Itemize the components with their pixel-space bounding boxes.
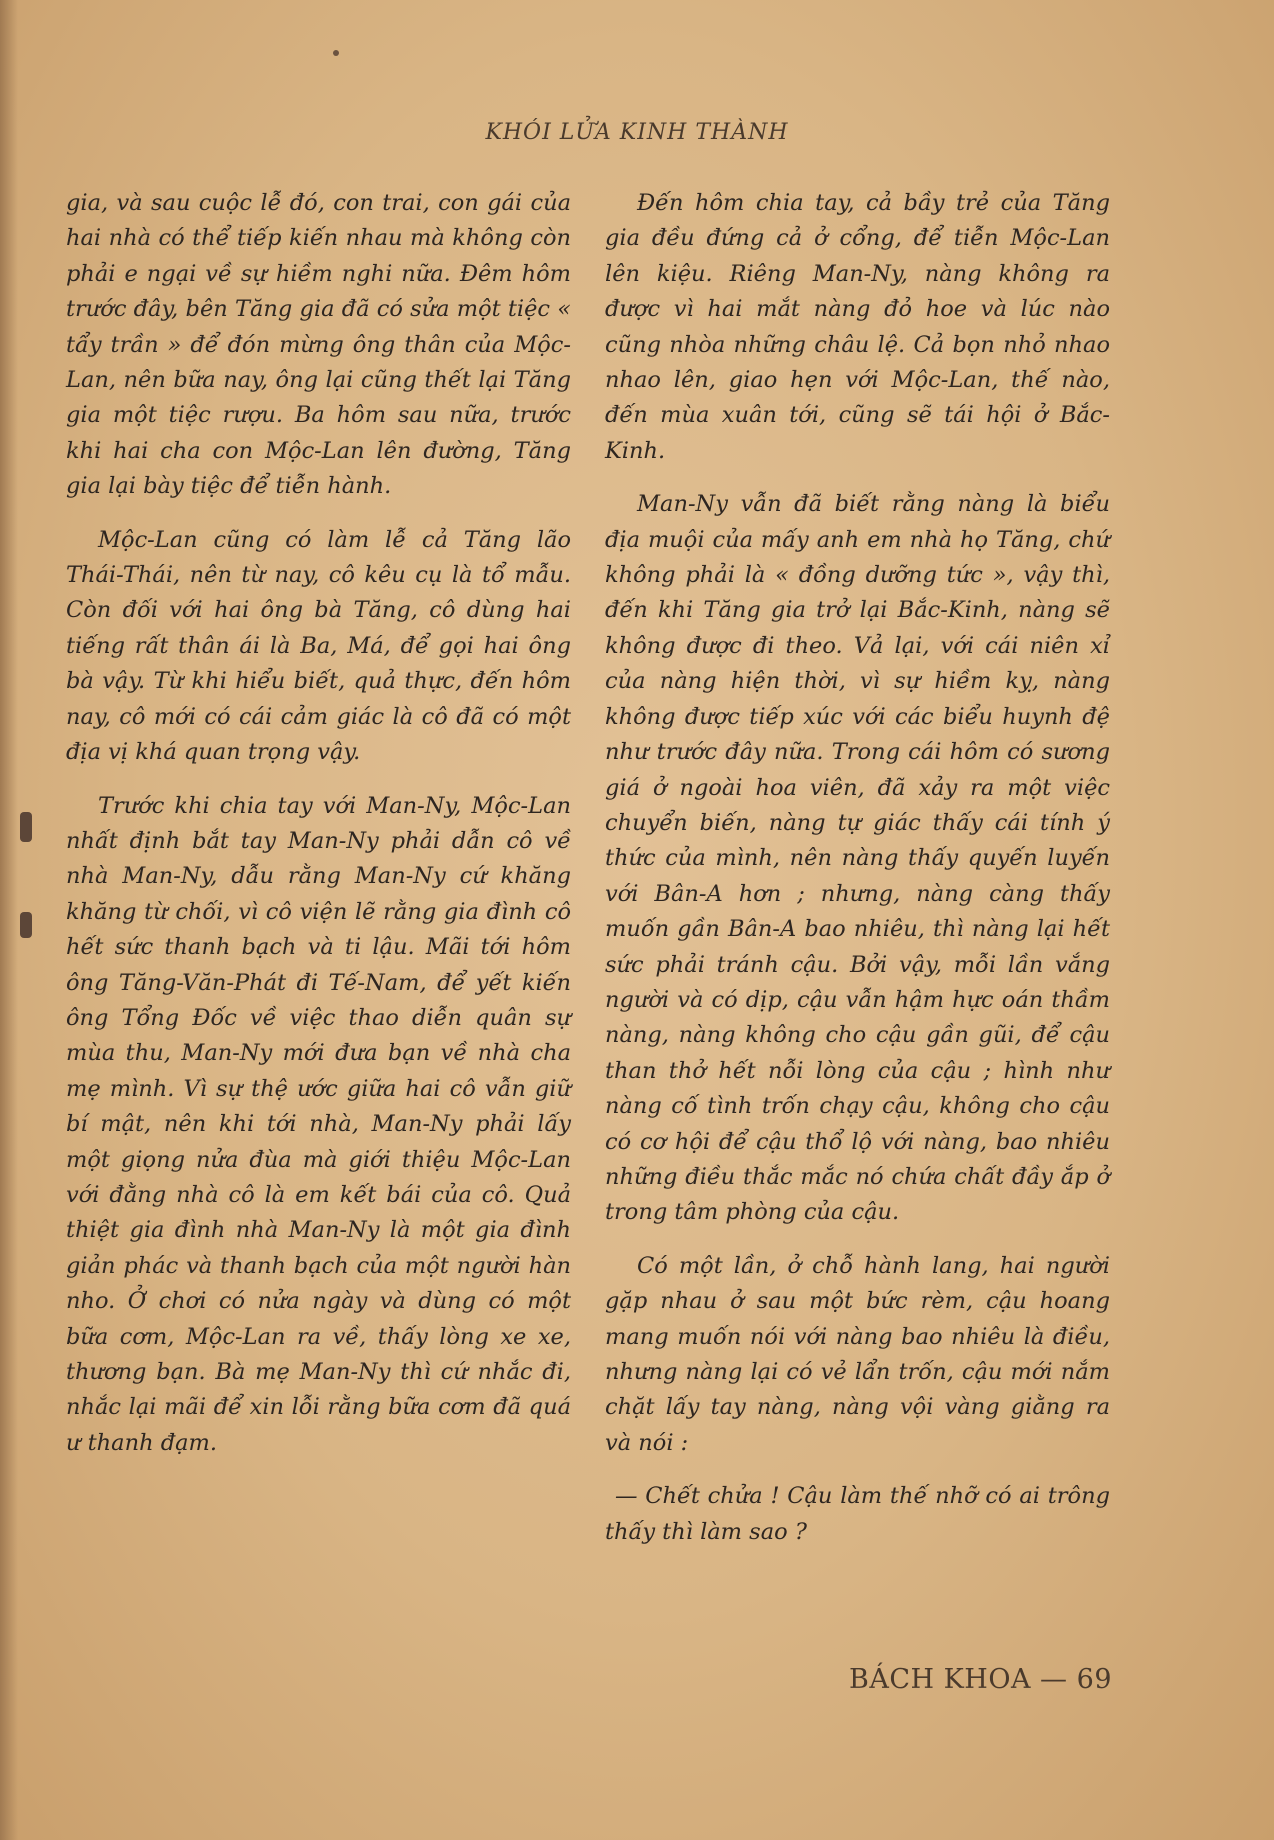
paragraph: gia, và sau cuộc lễ đó, con trai, con gái của hai nhà có thể tiếp kiến nhau mà không còn phải e ngại về sự hiềm nghi nữa. Đêm hôm trước đây, bên Tăng gia đã có sửa một tiệc « tẩy trần » để đón mừng ông thân của Mộc-Lan, nên bữa nay, ông lại cũng thết lại Tăng gia một tiệc rượu. Ba hôm sau nữa, trước khi hai cha con Mộc-Lan lên đường, Tăng gia lại bày tiệc để tiễn hành. <box>66 190 571 500</box>
ink-spot <box>333 50 339 56</box>
paragraph: Có một lần, ở chỗ hành lang, hai người gặp nhau ở sau một bức rèm, cậu hoang mang muốn nói với nàng bao nhiêu là điều, nhưng nàng lại có vẻ lẩn trốn, cậu mới nắm chặt lấy tay nàng, nàng vội vàng giằng ra và nói : <box>605 1252 1110 1456</box>
left-column <box>66 186 571 1479</box>
running-header: KHÓI LỬA KINH THÀNH <box>485 120 789 145</box>
binding-mark <box>20 912 32 938</box>
paragraph: Man-Ny vẫn đã biết rằng nàng là biểu địa muội của mấy anh em nhà họ Tăng, chứ không phải là « đồng dưỡng tức », vậy thì, đến khi Tăng gia trở lại Bắc-Kinh, nàng sẽ không được đi theo. Vả lại, với cái niên xỉ của nàng hiện thời, vì sự hiềm kỵ, nàng không được tiếp xúc với các biểu huynh đệ như trước đây nữa. Trong cái hôm có sương giá ở ngoài hoa viên, đã xảy ra một việc chuyển biến, nàng tự giác thấy cái tính ý thức của mình, nên nàng thấy quyến luyến với Bân-A hơn ; nhưng, nàng càng thấy muốn gần Bân-A bao nhiêu, thì nàng lại hết sức phải tránh cậu. Bởi vậy, mỗi lần vắng người và có dịp, cậu vẫn hậm hực oán thầm nàng, nàng không cho cậu gần gũi, để cậu than thở hết nỗi lòng của cậu ; hình như nàng cố tình trốn chạy cậu, không cho cậu có cơ hội để cậu thổ lộ với nàng, bao nhiêu những điều thắc mắc nó chứa chất đầy ắp ở trong tâm phòng của cậu. <box>605 491 1110 1226</box>
page-footer: BÁCH KHOA — 69 <box>849 1664 1112 1695</box>
dialogue-line: — Chết chửa ! Cậu làm thế nhỡ có ai trông thấy thì làm sao ? <box>605 1483 1110 1545</box>
page-edge-shadow <box>0 0 18 1840</box>
paragraph: Đến hôm chia tay, cả bầy trẻ của Tăng gia đều đứng cả ở cổng, để tiễn Mộc-Lan lên kiệu. Riêng Man-Ny, nàng không ra được vì hai mắt nàng đỏ hoe và lúc nào cũng nhòa những châu lệ. Cả bọn nhỏ nhao nhao lên, giao hẹn với Mộc-Lan, thế nào, đến mùa xuân tới, cũng sẽ tái hội ở Bắc-Kinh. <box>605 190 1110 464</box>
paragraph: Mộc-Lan cũng có làm lễ cả Tăng lão Thái-Thái, nên từ nay, cô kêu cụ là tổ mẫu. Còn đối với hai ông bà Tăng, cô dùng hai tiếng rất thân ái là Ba, Má, để gọi hai ông bà vậy. Từ khi hiểu biết, quả thực, đến hôm nay, cô mới có cái cảm giác là cô đã có một địa vị khá quan trọng vậy. <box>66 526 571 766</box>
paragraph: Trước khi chia tay với Man-Ny, Mộc-Lan nhất định bắt tay Man-Ny phải dẫn cô về nhà Man-Ny, dẫu rằng Man-Ny cứ khăng khăng từ chối, vì cô viện lẽ rằng gia đình cô hết sức thanh bạch và ti lậu. Mãi tới hôm ông Tăng-Văn-Phát đi Tế-Nam, để yết kiến ông Tổng Đốc về việc thao diễn quân sự mùa thu, Man-Ny mới đưa bạn về nhà cha mẹ mình. Vì sự thệ ước giữa hai cô vẫn giữ bí mật, nên khi tới nhà, Man-Ny phải lấy một giọng nửa đùa mà giới thiệu Mộc-Lan với đằng nhà cô là em kết bái của cô. Quả thiệt gia đình nhà Man-Ny là một gia đình giản phác và thanh bạch của một người hàn nho. Ở chơi có nửa ngày và dùng có một bữa cơm, Mộc-Lan ra về, thấy lòng xe xe, thương bạn. Bà mẹ Man-Ny thì cứ nhắc đi, nhắc lại mãi để xin lỗi rằng bữa cơm đã quá ư thanh đạm. <box>66 792 571 1456</box>
right-column <box>605 186 1110 1568</box>
binding-mark <box>20 812 32 842</box>
